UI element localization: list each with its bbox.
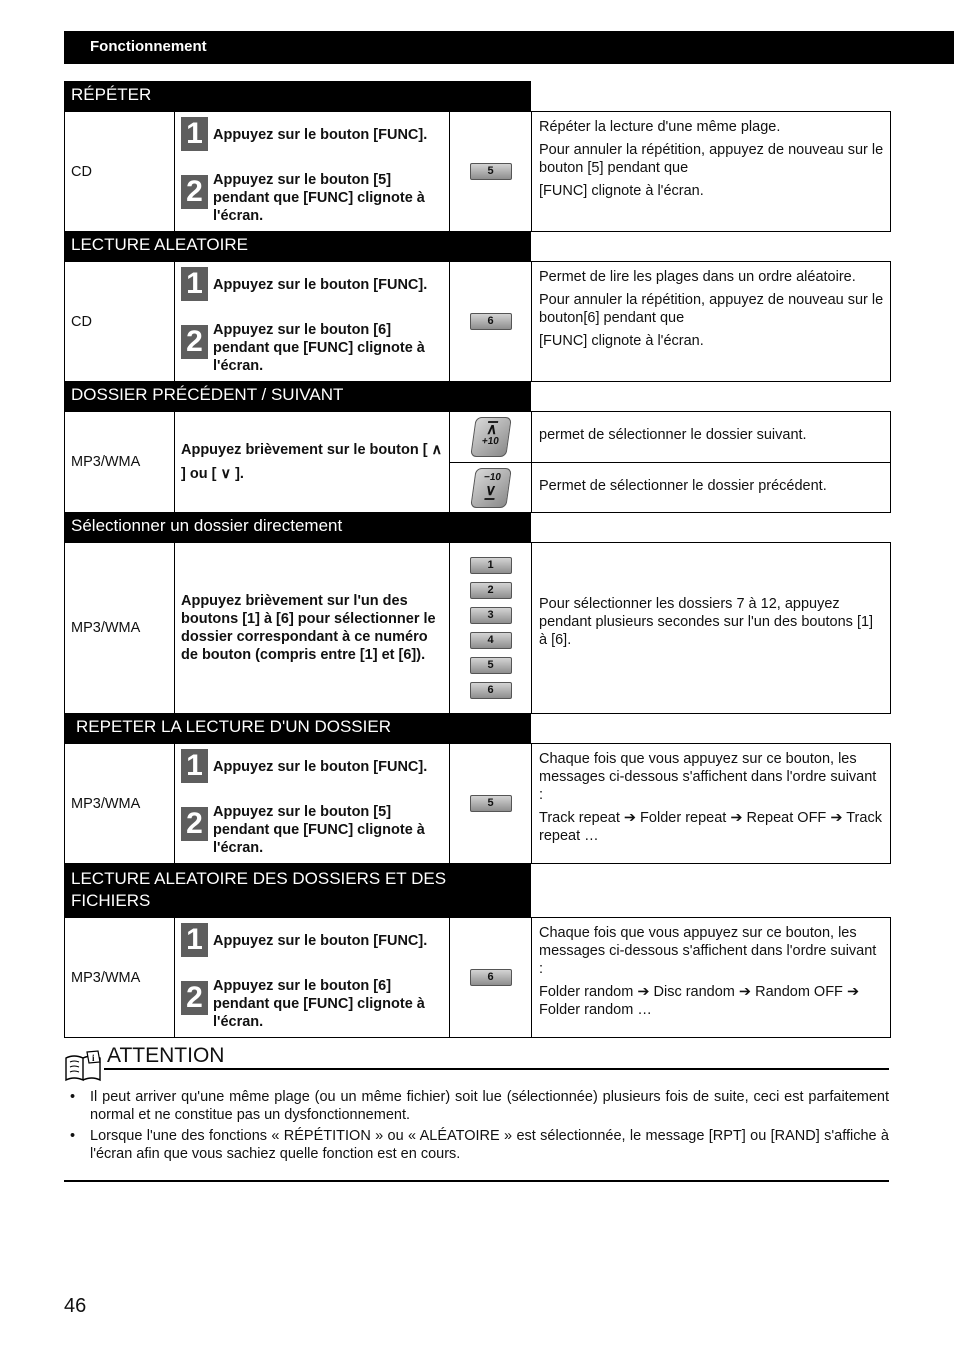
description-text: [FUNC] clignote à l'écran. [539, 183, 704, 199]
description-text: permet de sélectionner le dossier suivant. [539, 427, 807, 443]
instruction-cell [174, 111, 450, 232]
description-text: Folder random ➔ Disc random ➔ Random OFF ➔ Folder random … [539, 984, 860, 1018]
device-cell [64, 743, 175, 864]
step-text: Appuyez sur le bouton [FUNC]. [213, 277, 428, 293]
bottom-divider [64, 1180, 889, 1182]
preset-key-6-icon: 6 [470, 682, 512, 699]
down-arrow-icon: ∨ [483, 481, 497, 499]
step-1 [181, 923, 443, 956]
step-number: 1 [181, 923, 208, 957]
up-arrow-icon: ∧ [484, 421, 499, 438]
preset-key-icon: 6 [470, 969, 512, 986]
button-icon-cell [449, 743, 532, 864]
preset-key-icon: 6 [470, 313, 512, 330]
device-label: MP3/WMA [71, 969, 141, 986]
description-text: Chaque fois que vous appuyez sur ce bouton, les messages ci-dessous s'affichent dans l'ordre suivant : [539, 751, 877, 803]
description-cell [531, 261, 891, 382]
device-label: CD [71, 163, 92, 180]
attention-title: ATTENTION [107, 1044, 225, 1067]
step-text: Appuyez sur le bouton [FUNC]. [213, 759, 428, 775]
device-cell [64, 542, 175, 714]
preset-key-1-icon: 1 [470, 557, 512, 574]
section-title-folder-direct: Sélectionner un dossier directement [64, 512, 531, 543]
description-cell [531, 917, 891, 1038]
description-text: Permet de sélectionner le dossier précédent. [539, 478, 827, 494]
step-2 [181, 321, 443, 375]
description-cell [531, 462, 891, 513]
step-text: Appuyez sur le bouton [6] pendant que [FUNC] clignote à l'écran. [213, 978, 425, 1030]
folder-down-key-icon [470, 468, 512, 508]
device-label: MP3/WMA [71, 620, 141, 636]
step-text: Appuyez sur le bouton [5] pendant que [FUNC] clignote à l'écran. [213, 804, 425, 856]
button-icon-cell [449, 261, 532, 382]
step-1 [181, 749, 443, 782]
description-text: Pour annuler la répétition, appuyez de nouveau sur le bouton[6] pendant que [539, 292, 884, 326]
instruction-cell [174, 917, 450, 1038]
page-number: 46 [64, 1295, 87, 1317]
button-icon-cell [449, 411, 532, 463]
device-cell [64, 111, 175, 232]
description-text: Permet de lire les plages dans un ordre aléatoire. [539, 269, 856, 285]
svg-text:i: i [92, 1053, 95, 1063]
preset-key-2-icon: 2 [470, 582, 512, 599]
section-title-folder-nav: DOSSIER PRÉCÉDENT / SUIVANT [64, 381, 531, 412]
preset-key-3-icon: 3 [470, 607, 512, 624]
attention-bullet: • Lorsque l'une des fonctions « RÉPÉTITION » ou « ALÉATOIRE » est sélectionnée, le message [RPT] ou [RAND] s'affiche à l'écran afin que vous sachiez quelle fonction est en cours. [68, 1127, 889, 1163]
section-header-title: Fonctionnement [90, 38, 207, 55]
preset-key-icon: 5 [470, 163, 512, 180]
section-title-random: LECTURE ALEATOIRE [64, 231, 531, 262]
step-text: Appuyez sur le bouton [6] pendant que [FUNC] clignote à l'écran. [213, 322, 425, 374]
device-label: MP3/WMA [71, 795, 141, 812]
section-title-folder-repeat: REPETER LA LECTURE D'UN DOSSIER [64, 713, 531, 744]
attention-bullet: • Il peut arriver qu'une même plage (ou un même fichier) soit lue (sélectionnée) plusieurs fois de suite, ceci est parfaitement normal et ne constitue pas un dysfonctionnement. [68, 1088, 889, 1124]
instruction-cell [174, 542, 450, 714]
button-icon-cell [449, 111, 532, 232]
preset-key-4-icon: 4 [470, 632, 512, 649]
attention-divider [104, 1068, 889, 1070]
device-cell [64, 411, 175, 513]
step-text: Appuyez sur le bouton [5] pendant que [FUNC] clignote à l'écran. [213, 172, 425, 224]
description-text: [FUNC] clignote à l'écran. [539, 333, 704, 349]
step-number: 1 [181, 117, 208, 151]
step-number: 2 [181, 981, 208, 1015]
instruction-text: Appuyez brièvement sur l'un des boutons [1] à [6] pour sélectionner le dossier correspondant à ce numéro de bouton (compris entre [1] et [6]). [181, 593, 436, 663]
preset-key-icon: 5 [470, 795, 512, 812]
description-text: Pour sélectionner les dossiers 7 à 12, appuyez pendant plusieurs secondes sur l'un des boutons [1] à [6]. [539, 596, 874, 648]
step-2 [181, 977, 443, 1031]
folder-up-key-icon [470, 417, 512, 457]
description-cell [531, 743, 891, 864]
section-title-folder-random: LECTURE ALEATOIRE DES DOSSIERS ET DES FICHIERS [64, 863, 531, 918]
preset-key-5-icon: 5 [470, 657, 512, 674]
description-cell [531, 542, 891, 714]
section-header-bar [64, 31, 954, 64]
step-2 [181, 803, 443, 857]
step-number: 1 [181, 749, 208, 783]
instruction-cell [174, 261, 450, 382]
step-number: 2 [181, 807, 208, 841]
button-icon-cell [449, 917, 532, 1038]
description-cell [531, 111, 891, 232]
key-label: −10 [482, 471, 502, 483]
instruction-cell [174, 411, 450, 513]
description-cell [531, 411, 891, 463]
step-text: Appuyez sur le bouton [FUNC]. [213, 127, 428, 143]
step-number: 2 [181, 175, 208, 209]
description-text: Track repeat ➔ Folder repeat ➔ Repeat OFF ➔ Track repeat … [539, 810, 882, 844]
button-icon-cell [449, 462, 532, 513]
key-label: +10 [480, 436, 500, 447]
step-text: Appuyez sur le bouton [FUNC]. [213, 933, 428, 949]
button-icon-cell [449, 542, 532, 714]
book-note-icon [64, 1050, 104, 1084]
description-text: Pour annuler la répétition, appuyez de nouveau sur le bouton [5] pendant que [539, 142, 884, 176]
step-1 [181, 117, 443, 150]
device-cell [64, 917, 175, 1038]
step-number: 2 [181, 325, 208, 359]
step-1 [181, 267, 443, 300]
device-label: CD [71, 313, 92, 330]
instruction-cell [174, 743, 450, 864]
step-2 [181, 171, 443, 225]
description-text: Chaque fois que vous appuyez sur ce bouton, les messages ci-dessous s'affichent dans l'ordre suivant : [539, 925, 877, 977]
instruction-text: Appuyez brièvement sur le bouton [ ∧ ] ou [ ∨ ]. [181, 442, 443, 482]
attention-list [68, 1088, 889, 1166]
step-number: 1 [181, 267, 208, 301]
section-title-repeat: RÉPÉTER [64, 81, 531, 112]
device-label: MP3/WMA [71, 454, 141, 470]
device-cell [64, 261, 175, 382]
description-text: Répéter la lecture d'une même plage. [539, 119, 781, 135]
